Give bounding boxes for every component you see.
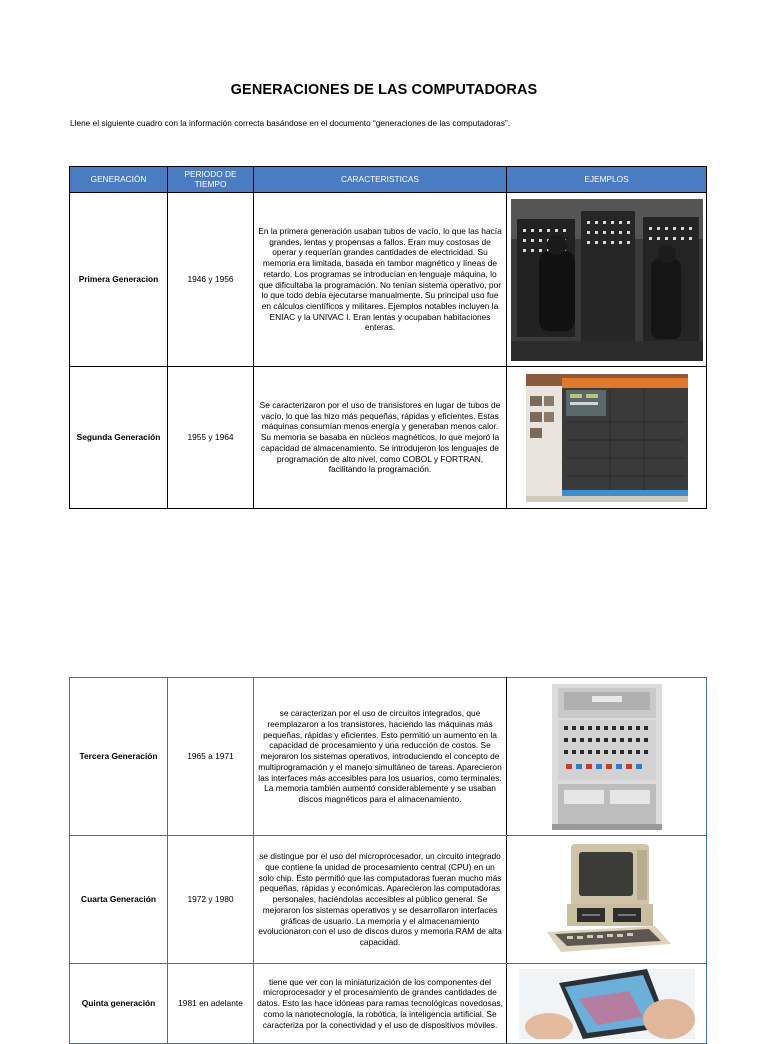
example-image-cell <box>507 678 707 836</box>
instruction-text: Llene el siguiente cuadro con la información correcta basándose en el documento “generaciones de las computadoras”. <box>70 118 511 128</box>
generation-cell: Cuarta Generación <box>70 836 168 964</box>
integrated-circuit-console-photo <box>552 684 662 830</box>
header-period: PERIODO DE TIEMPO <box>168 167 254 193</box>
example-image-cell <box>507 193 707 367</box>
header-characteristics: CARACTERISTICAS <box>254 167 507 193</box>
header-generation: GENERACIÓN <box>70 167 168 193</box>
transistor-mainframe-photo <box>526 374 688 502</box>
characteristics-cell: se distingue por el uso del microprocesador, un circuito integrado que contiene la unidad de procesamiento central (CPU) en un solo chip. Esto permitió que las computadoras fueran mucho más pequeñas, rápidas y económicas. Aparecieron las computadoras personales, haciéndolas accesibles al público general. Se mejoraron los sistemas operativos y se desarrollaron interfaces gráficas de usuario. La memoria y el almacenamiento evolucionaron con el uso de discos duros y memoria RAM de alta capacidad. <box>254 836 507 964</box>
table-row <box>70 193 707 367</box>
table-row <box>70 367 707 509</box>
generations-table-part-2 <box>69 677 707 1044</box>
example-image-cell <box>507 964 707 1044</box>
period-cell: 1972 y 1980 <box>168 836 254 964</box>
period-cell: 1955 y 1964 <box>168 367 254 509</box>
characteristics-cell: tiene que ver con la miniaturización de los componentes del microprocesador y el procesamiento de grandes cantidades de datos. Esto las hace idóneas para ramas tecnológicas novedosas, como la nanotecnología, la robótica, la inteligencia artificial. Se caracteriza por la conectividad y el uso de dispositivos móviles. <box>254 964 507 1044</box>
table-row <box>70 836 707 964</box>
table-row <box>70 964 707 1044</box>
table-header-row <box>70 167 707 193</box>
example-image-cell <box>507 836 707 964</box>
vacuum-tube-computer-photo <box>511 199 703 361</box>
characteristics-cell: Se caracterizaron por el uso de transistores en lugar de tubos de vacío, lo que las hizo más pequeñas, rápidas y eficientes. Estas máquinas consumían menos energía y generaban menos calor. Su memoria se basaba en núcleos magnéticos, lo que mejoró la capacidad de almacenamiento. Se introdujeron los lenguajes de programación de alto nivel, como COBOL y FORTRAN, facilitando la programación. <box>254 367 507 509</box>
generation-cell: Tercera Generación <box>70 678 168 836</box>
personal-computer-photo <box>537 840 677 960</box>
document-title: GENERACIONES DE LAS COMPUTADORAS <box>230 82 538 98</box>
generation-cell: Primera Generacion <box>70 193 168 367</box>
example-image-cell <box>507 367 707 509</box>
generations-table-part-1 <box>69 166 707 509</box>
period-cell: 1946 y 1956 <box>168 193 254 367</box>
characteristics-cell: En la primera generación usaban tubos de vacío, lo que las hacía grandes, lentas y propensas a fallos. Eran muy costosas de operar y requerían grandes cantidades de electricidad. Su memoria era limitada, basada en tambor magnético y líneas de retardo. Los programas se introducían en lenguaje máquina, lo que dificultaba la programación. No tenían sistema operativo, por lo que todo debía ejecutarse manualmente. Su principal uso fue en cálculos científicos y militares. Ejemplos notables incluyen la ENIAC y la UNIVAC I. Eran lentas y ocupaban habitaciones enteras. <box>254 193 507 367</box>
smartphone-hand-photo <box>519 969 695 1039</box>
characteristics-cell: se caracterizan por el uso de circuitos integrados, que reemplazaron a los transistores, haciendo las máquinas más pequeñas, rápidas y eficientes. Esto permitió un aumento en la capacidad de procesamiento y una reducción de costos. Se mejoraron los sistemas operativos, introduciendo el concepto de multiprogramación y el manejo simultáneo de tareas. Aparecieron las interfaces más accesibles para los usuarios, como terminales. La memoria también aumentó considerablemente y se usaban discos magnéticos para el almacenamiento. <box>254 678 507 836</box>
generation-cell: Quinta generación <box>70 964 168 1044</box>
generation-cell: Segunda Generación <box>70 367 168 509</box>
table-row <box>70 678 707 836</box>
header-examples: EJEMPLOS <box>507 167 707 193</box>
period-cell: 1981 en adelante <box>168 964 254 1044</box>
period-cell: 1965 a 1971 <box>168 678 254 836</box>
